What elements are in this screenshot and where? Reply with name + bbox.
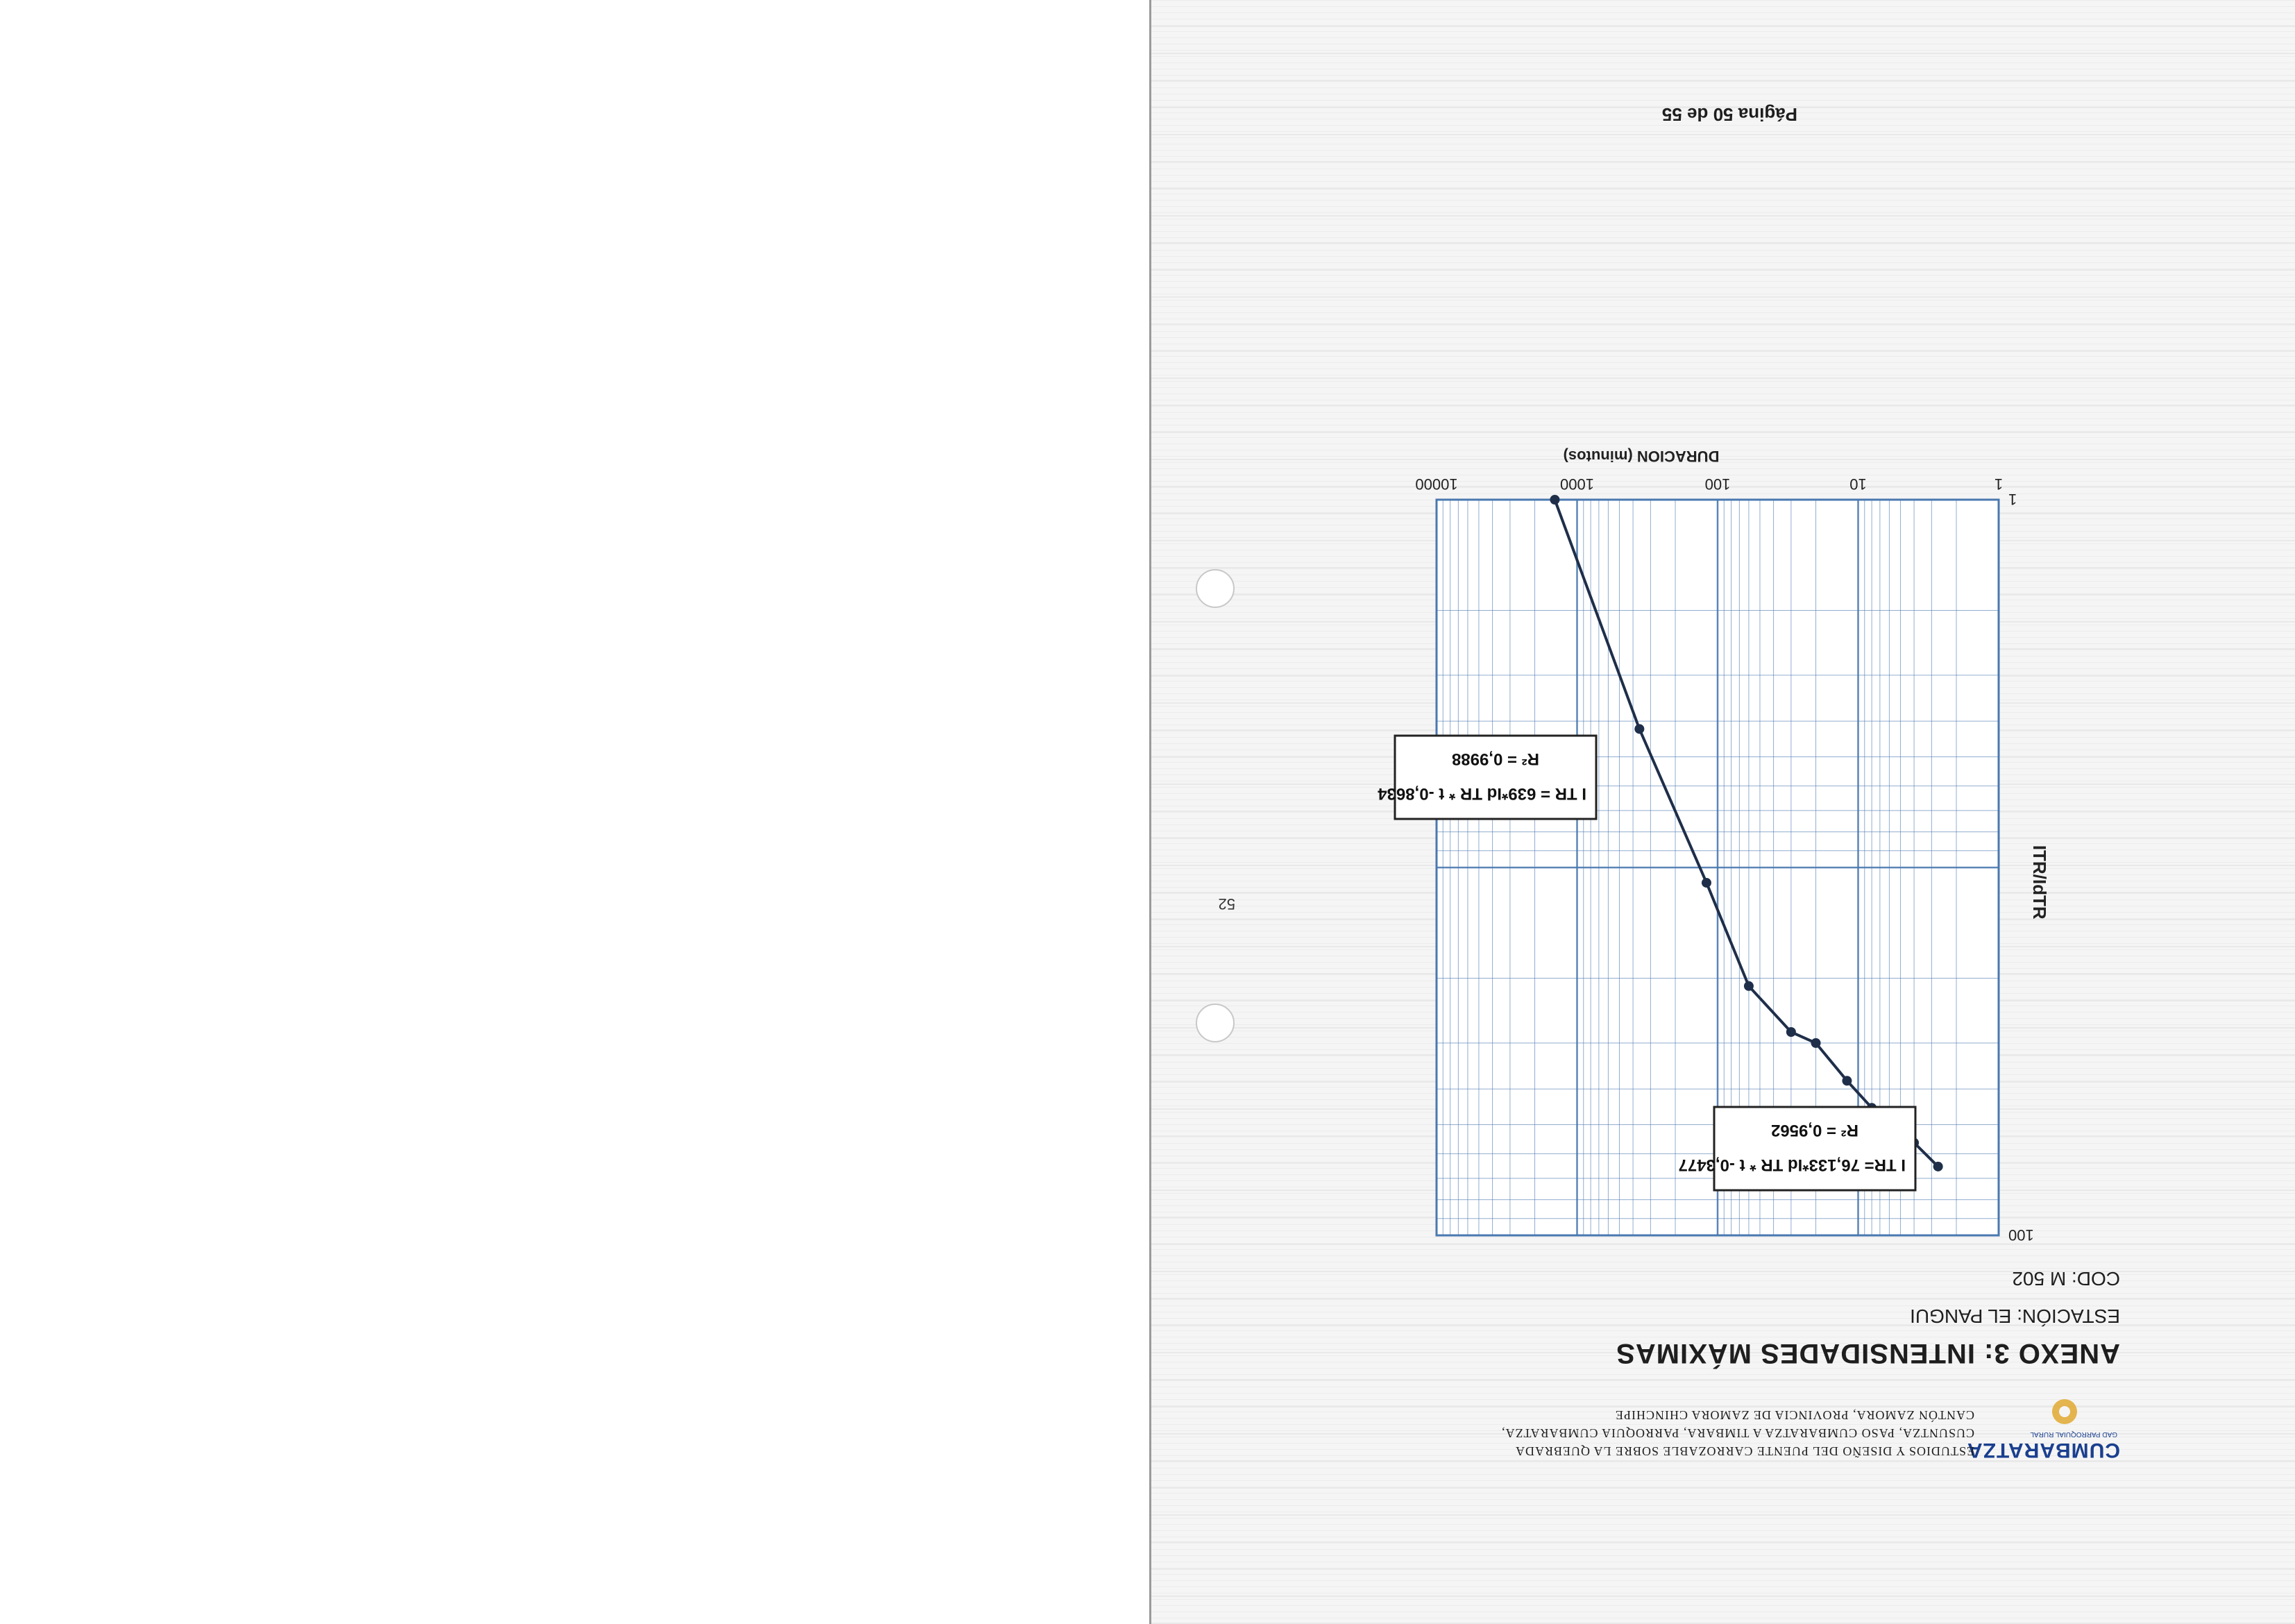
x-tick-label: 10000: [1415, 475, 1458, 493]
r-squared-text: R² = 0,9988: [1451, 750, 1540, 768]
y-tick-label: 100: [2008, 1226, 2034, 1244]
figure-number: 52: [1218, 895, 1235, 913]
annex-title: ANEXO 3: INTENSIDADES MÁXIMAS: [1616, 1338, 2120, 1369]
x-tick-label: 10: [1849, 475, 1867, 493]
idf-chart-svg: [1378, 430, 2089, 1256]
data-point: [1842, 1076, 1852, 1085]
idf-chart: [1378, 430, 2089, 1256]
equation-box-frame: [1395, 736, 1596, 819]
equation-box-1: [1679, 1107, 1915, 1190]
equation-box-2: [1378, 736, 1596, 819]
x-tick-label: 1000: [1560, 475, 1594, 493]
station-label: ESTACIÓN: EL PANGUI: [1910, 1305, 2120, 1327]
data-point: [1744, 981, 1754, 991]
project-title-line-1: ESTUDIOS Y DISEÑO DEL PUENTE CARROZABLE SOBRE LA QUEBRADA: [1514, 1444, 1974, 1458]
document-sheet: [1149, 0, 2295, 1624]
r-squared-text: R² = 0,9562: [1770, 1121, 1859, 1140]
logo-subtext: GAD PARROQUIAL RURAL: [2030, 1430, 2117, 1438]
project-title-line-2: CUSUNTZA, PASO CUMBARATZA A TIMBARA, PARROQUIA CUMBARATZA,: [1501, 1426, 1974, 1440]
y-tick-label: 1: [2008, 491, 2017, 508]
equation-box-frame: [1714, 1107, 1915, 1190]
equation-text: I TR= 76,133*Id TR * t -0,3477: [1678, 1156, 1906, 1174]
x-axis-label: DURACION (minutos): [1563, 448, 1720, 465]
data-point: [1786, 1027, 1796, 1037]
data-point: [1933, 1162, 1943, 1172]
printed-page: [1151, 0, 2295, 1624]
page-footer: Página 50 de 55: [1661, 104, 1797, 125]
y-axis-label: ITR/IdTR: [2029, 845, 2050, 920]
logo-text: CUMBARATZA: [1966, 1439, 2120, 1462]
cumbaratza-logo: [1966, 1395, 2120, 1464]
x-tick-label: 1: [1994, 475, 2004, 493]
station-code: COD: M 502: [2012, 1268, 2120, 1289]
data-point: [1634, 724, 1644, 734]
project-title-line-3: CANTÓN ZAMORA, PROVINCIA DE ZAMORA CHINCHIPE: [1614, 1408, 1974, 1422]
data-point: [1702, 878, 1711, 888]
equation-text: I TR = 639*Id TR * t -0,8634: [1378, 784, 1586, 803]
x-tick-label: 100: [1704, 475, 1731, 493]
data-point: [1550, 495, 1559, 505]
project-title: [1308, 1406, 1974, 1460]
page-header: [1301, 1388, 2120, 1464]
data-point: [1811, 1038, 1821, 1048]
